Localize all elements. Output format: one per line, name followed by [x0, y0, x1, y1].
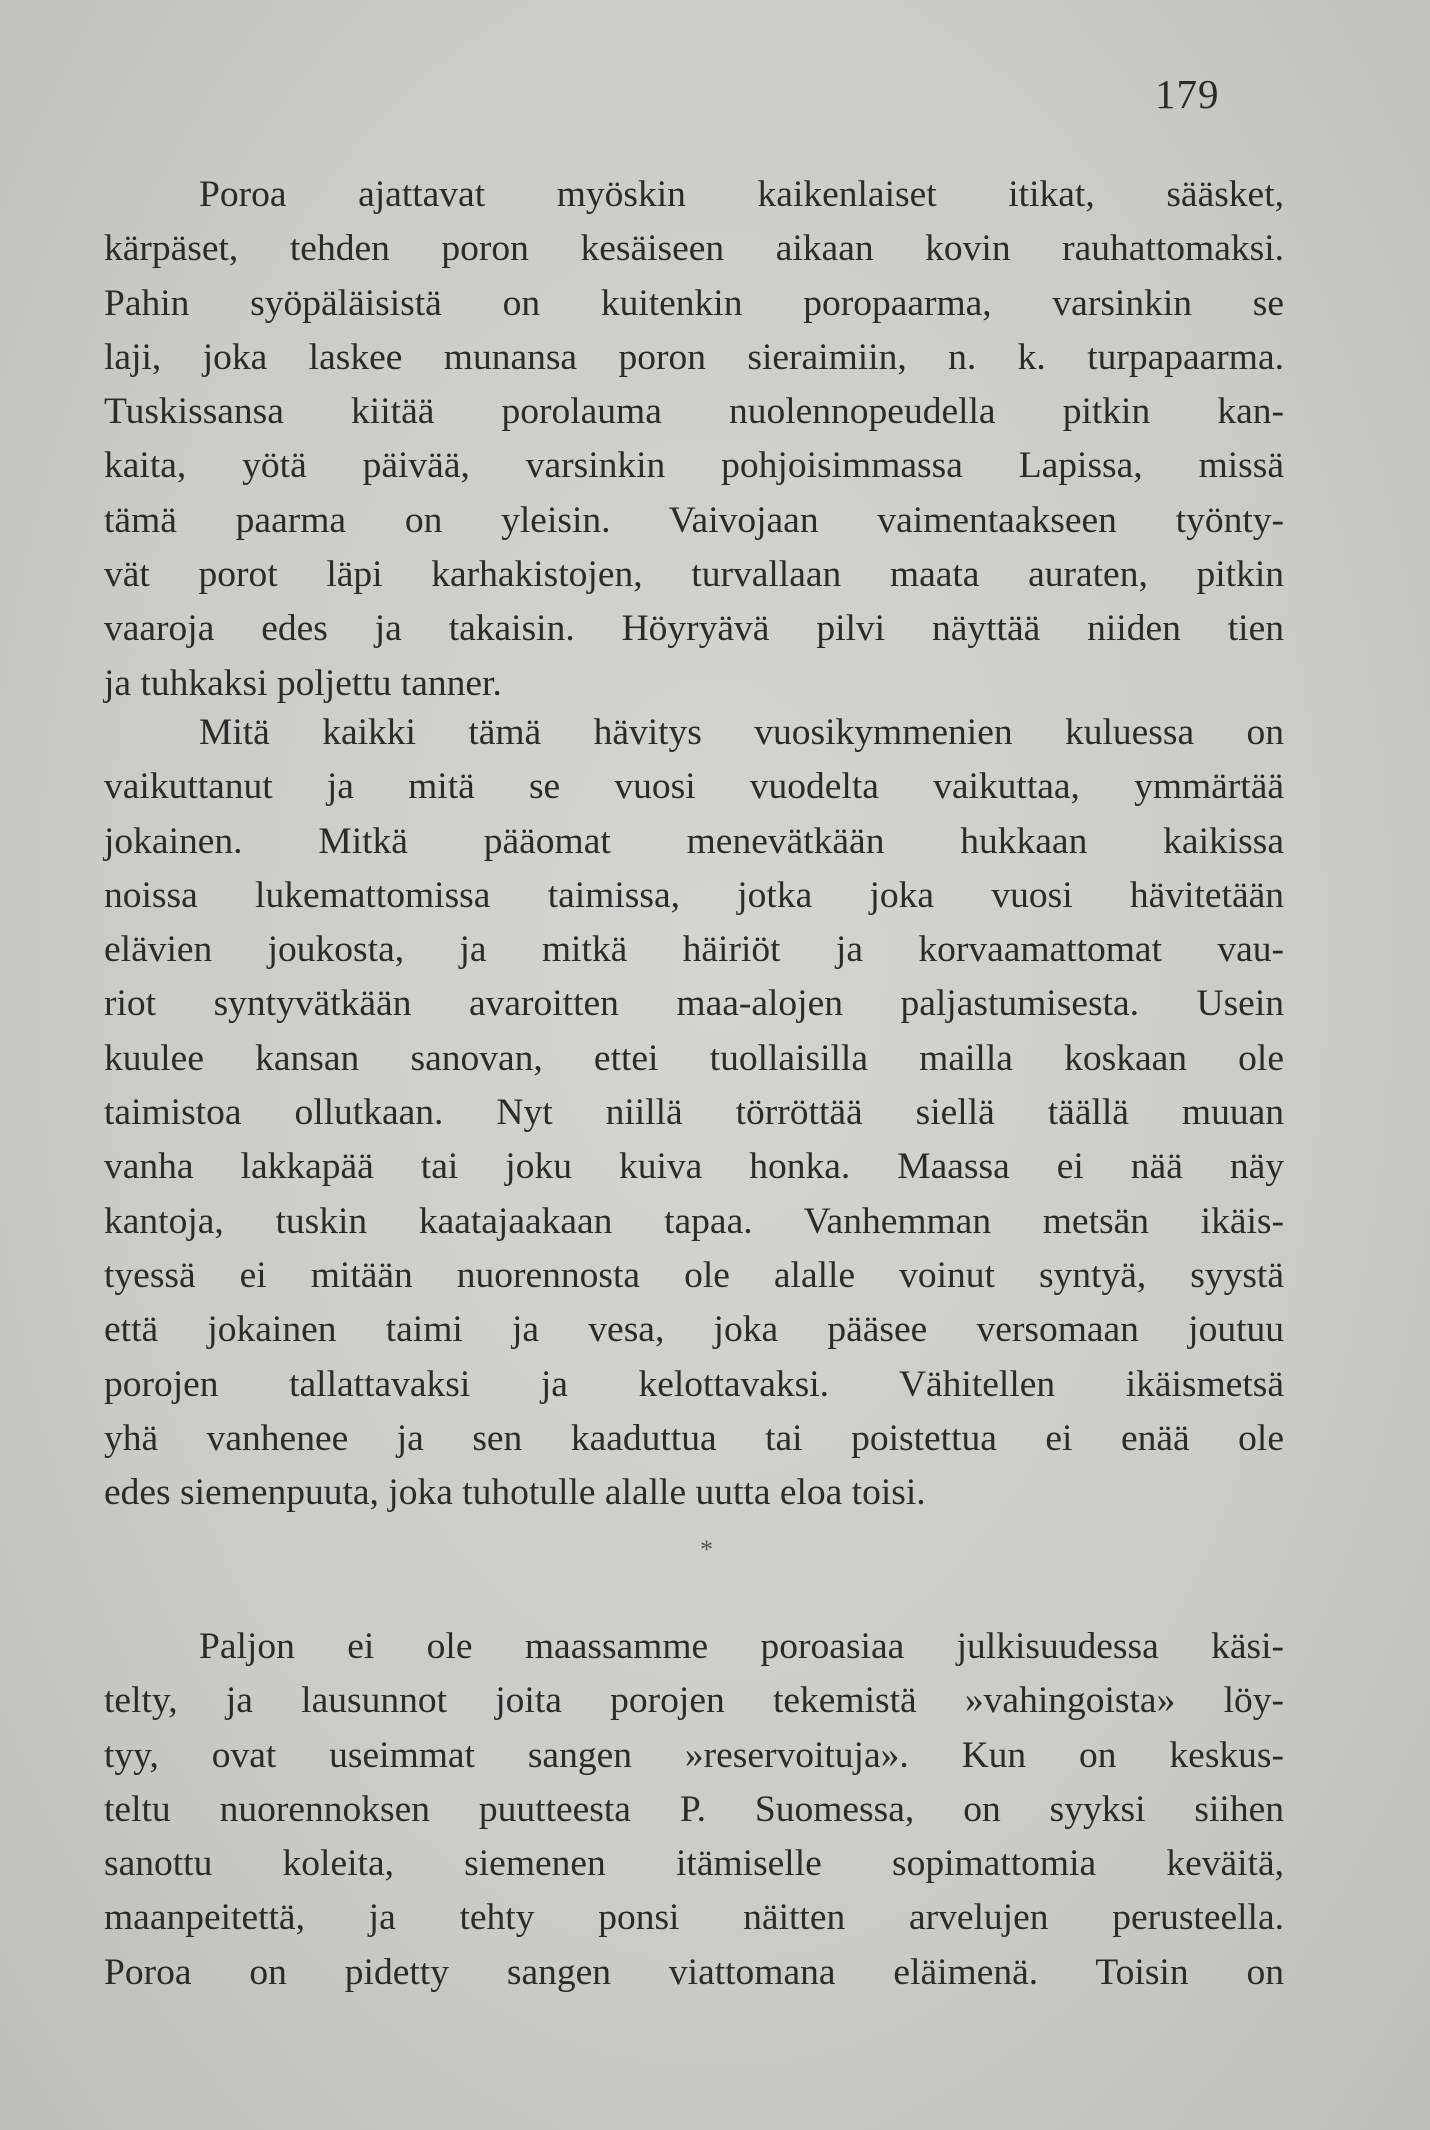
text-line: sanottu koleita, siemenen itämiselle sopimattomia keväitä,: [104, 1843, 1284, 1885]
text-line: kärpäset, tehden poron kesäiseen aikaan kovin rauhattomaksi.: [104, 228, 1284, 270]
text-line: porojen tallattavaksi ja kelottavaksi. Vähitellen ikäismetsä: [104, 1363, 1284, 1405]
text-line: vanha lakkapää tai joku kuiva honka. Maassa ei nää näy: [104, 1146, 1284, 1188]
text-line: Pahin syöpäläisistä on kuitenkin poropaarma, varsinkin se: [104, 282, 1284, 324]
text-line: Poroa on pidetty sangen viattomana eläimenä. Toisin on: [104, 1951, 1284, 1993]
text-line: taimistoa ollutkaan. Nyt niillä törröttää siellä täällä muuan: [104, 1092, 1284, 1134]
text-line: vaaroja edes ja takaisin. Höyryävä pilvi näyttää niiden tien: [104, 608, 1284, 650]
text-line: ja tuhkaksi poljettu tanner.: [104, 662, 502, 704]
text-line: kantoja, tuskin kaatajaakaan tapaa. Vanhemman metsän ikäis-: [104, 1200, 1284, 1242]
text-line: yhä vanhenee ja sen kaaduttua tai poistettua ei enää ole: [104, 1417, 1284, 1459]
text-line: tyessä ei mitään nuorennosta ole alalle voinut syntyä, syystä: [104, 1254, 1284, 1296]
text-line: telty, ja lausunnot joita porojen tekemistä »vahingoista» löy-: [104, 1680, 1284, 1722]
text-line: Tuskissansa kiitää porolauma nuolennopeudella pitkin kan-: [104, 391, 1284, 433]
text-line: kuulee kansan sanovan, ettei tuollaisilla mailla koskaan ole: [104, 1037, 1284, 1079]
text-line: laji, joka laskee munansa poron sieraimiin, n. k. turpapaarma.: [104, 336, 1284, 378]
text-line: kaita, yötä päivää, varsinkin pohjoisimmassa Lapissa, missä: [104, 445, 1284, 487]
text-line: Mitä kaikki tämä hävitys vuosikymmenien kuluessa on: [199, 712, 1284, 753]
page-number: 179: [1155, 71, 1220, 117]
paragraph-2: [104, 706, 1284, 1520]
section-separator: *: [700, 1535, 713, 1564]
paragraph-3: [104, 1620, 1284, 2000]
text-line: tyy, ovat useimmat sangen »reservoituja». Kun on keskus-: [104, 1734, 1284, 1776]
text-line: Poroa ajattavat myöskin kaikenlaiset itikat, sääsket,: [199, 174, 1284, 215]
text-line: teltu nuorennoksen puutteesta P. Suomessa, on syyksi siihen: [104, 1788, 1284, 1830]
text-line: maanpeitettä, ja tehty ponsi näitten arvelujen perusteella.: [104, 1897, 1284, 1939]
text-line: elävien joukosta, ja mitkä häiriöt ja korvaamattomat vau-: [104, 929, 1284, 971]
text-line: jokainen. Mitkä pääomat menevätkään hukkaan kaikissa: [104, 820, 1284, 862]
paragraph-1: [104, 168, 1284, 711]
text-line: että jokainen taimi ja vesa, joka pääsee versomaan joutuu: [104, 1309, 1284, 1351]
text-line: noissa lukemattomissa taimissa, jotka joka vuosi hävitetään: [104, 874, 1284, 916]
text-line: riot syntyvätkään avaroitten maa-alojen paljastumisesta. Usein: [104, 983, 1284, 1025]
text-line: vät porot läpi karhakistojen, turvallaan maata auraten, pitkin: [104, 554, 1284, 596]
text-line: Paljon ei ole maassamme poroasiaa julkisuudessa käsi-: [199, 1626, 1284, 1667]
text-line: vaikuttanut ja mitä se vuosi vuodelta vaikuttaa, ymmärtää: [104, 766, 1284, 808]
text-line: tämä paarma on yleisin. Vaivojaan vaimentaakseen työnty-: [104, 499, 1284, 541]
text-line: edes siemenpuuta, joka tuhotulle alalle uutta eloa toisi.: [104, 1472, 926, 1514]
